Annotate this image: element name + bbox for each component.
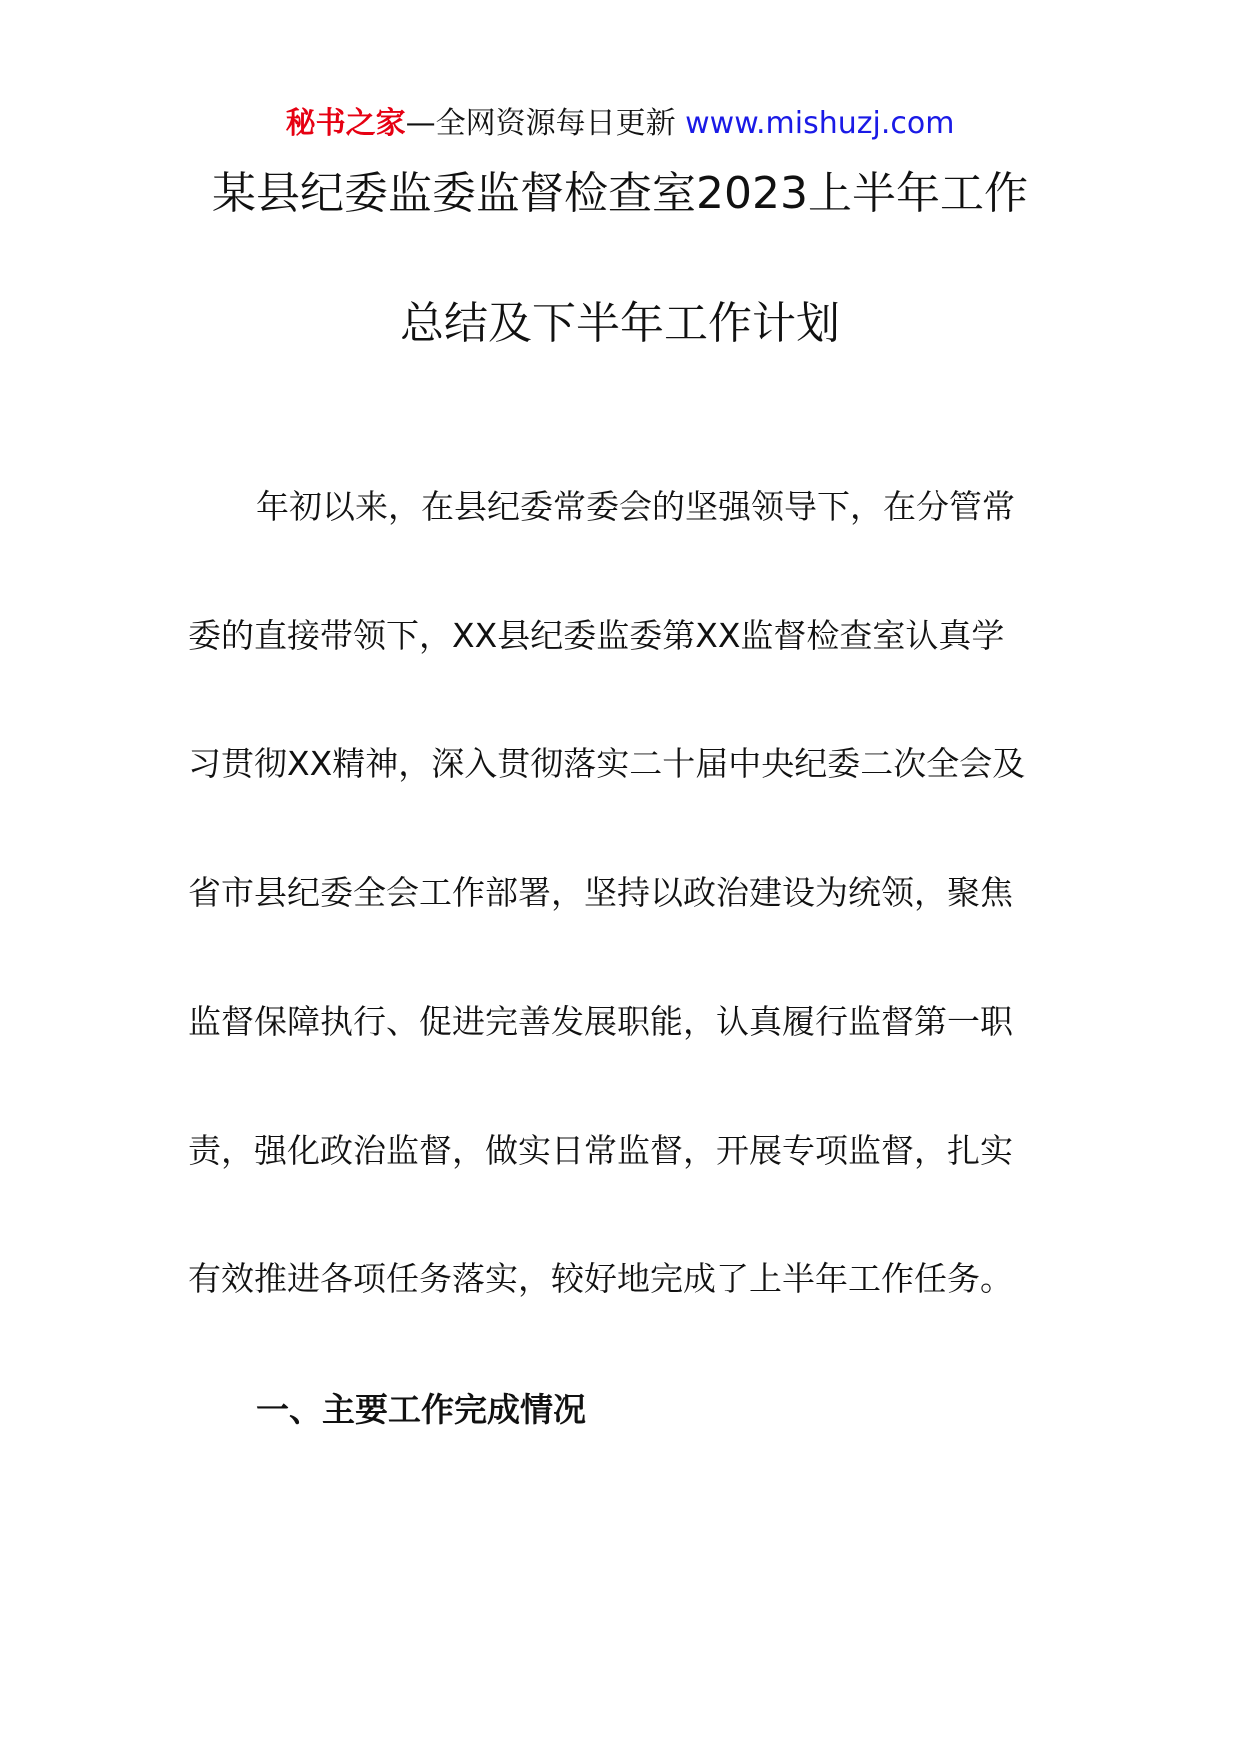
site-brand: 秘书之家 xyxy=(285,106,406,141)
section-heading: 一、主要工作完成情况 xyxy=(256,1390,586,1429)
paragraph-line-2: 委的直接带领下，XX县纪委监委第XX监督检查室认真学 xyxy=(188,616,1005,655)
paragraph-line-6: 责，强化政治监督，做实日常监督，开展专项监督，扎实 xyxy=(188,1131,1013,1170)
paragraph-line-4: 省市县纪委全会工作部署，坚持以政治建设为统领，聚焦 xyxy=(188,873,1013,912)
paragraph-line-3: 习贯彻XX精神，深入贯彻落实二十届中央纪委二次全会及 xyxy=(188,744,1026,783)
site-slogan: —全网资源每日更新 xyxy=(405,106,686,141)
site-url-link[interactable]: www.mishuzj.com xyxy=(685,106,955,141)
document-title-line-1: 某县纪委监委监督检查室2023上半年工作 xyxy=(212,168,1028,219)
paragraph-line-1: 年初以来，在县纪委常委会的坚强领导下，在分管常 xyxy=(256,487,1015,526)
paragraph-line-5: 监督保障执行、促进完善发展职能，认真履行监督第一职 xyxy=(188,1002,1013,1041)
site-banner xyxy=(0,102,1240,146)
paragraph-line-7: 有效推进各项任务落实，较好地完成了上半年工作任务。 xyxy=(188,1259,1013,1298)
document-title-line-2: 总结及下半年工作计划 xyxy=(400,298,840,349)
